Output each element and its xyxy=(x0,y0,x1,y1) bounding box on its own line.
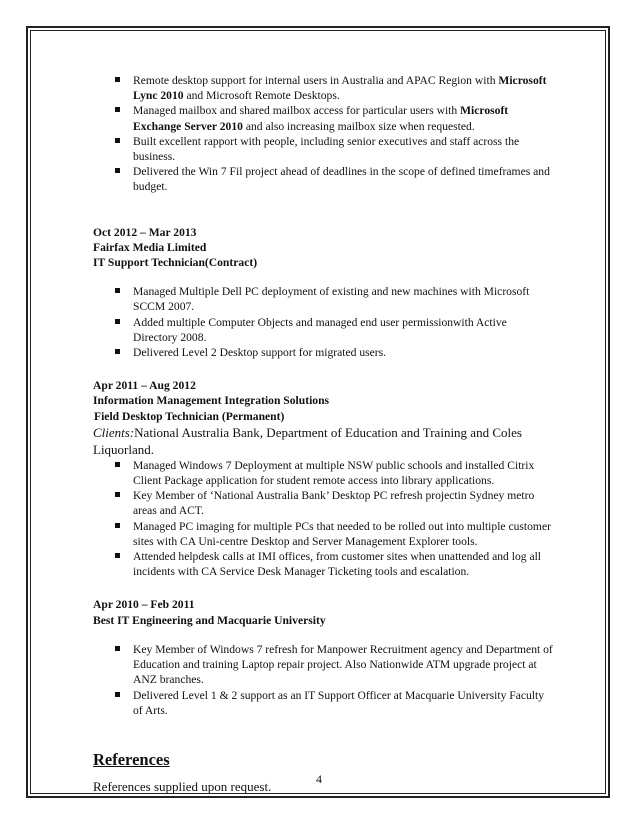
job-company: Fairfax Media Limited xyxy=(93,240,207,254)
resume-content xyxy=(93,73,553,794)
job-best-it xyxy=(93,597,553,717)
job-company: Information Management Integration Solutions xyxy=(93,394,330,408)
item-bold-text: Microsoft Exchange Server 2010 xyxy=(133,104,509,133)
list-item xyxy=(93,688,553,718)
list-item xyxy=(93,488,553,518)
item-text: Managed PC imaging for multiple PCs that needed to be rolled out into multiple customer sites with CA Uni-centre Desktop and Server Management Explorer tools. xyxy=(133,519,551,548)
item-text: Key Member of Windows 7 refresh for Manpower Recruitment agency and Department of Education and training Laptop repair project. Also Nationwide ATM upgrade project at ANZ branches. xyxy=(133,642,553,687)
list-item xyxy=(93,73,553,103)
references-text: References supplied upon request. xyxy=(93,779,272,795)
job-clients xyxy=(93,424,553,458)
page-number: 4 xyxy=(316,772,322,786)
job-imis xyxy=(93,378,553,579)
job-title: Field Desktop Technician (Permanent) xyxy=(94,409,285,423)
item-bold-text: Microsoft Lync 2010 xyxy=(133,74,547,103)
item-text: and also increasing mailbox size when requested. xyxy=(242,119,475,133)
item-text: Attended helpdesk calls at IMI offices, from customer sites when unattended and log all incidents with CA Service Desk Manager Ticketing tools and escalation. xyxy=(133,550,542,579)
item-text: Managed Multiple Dell PC deployment of existing and new machines with Microsoft SCCM 2007. xyxy=(133,285,530,314)
item-text: and Microsoft Remote Desktops. xyxy=(183,89,340,103)
item-text: Key Member of ‘National Australia Bank’ Desktop PC refresh projectin Sydney metro areas and ACT. xyxy=(133,489,535,518)
item-text: Managed Windows 7 Deployment at multiple NSW public schools and installed Citrix Client Package application for student remote access into library applications. xyxy=(133,458,535,488)
square-bullet-icon xyxy=(115,553,120,558)
square-bullet-icon xyxy=(115,646,120,651)
list-item xyxy=(93,549,553,579)
top-bullet-list xyxy=(93,73,553,195)
job-company: Best IT Engineering and Macquarie University xyxy=(93,613,326,627)
item-text: Added multiple Computer Objects and managed end user permissionwith Active Directory 2008. xyxy=(133,315,507,344)
list-item xyxy=(93,642,553,688)
job-fairfax xyxy=(93,225,553,361)
job-title: IT Support Technician(Contract) xyxy=(93,256,258,270)
clients-label: Clients: xyxy=(93,424,135,440)
job-bullet-list xyxy=(93,284,553,360)
list-item xyxy=(93,315,553,345)
square-bullet-icon xyxy=(115,692,120,697)
job-bullet-list xyxy=(93,642,553,718)
job-dates: Apr 2010 – Feb 2011 xyxy=(93,598,195,612)
list-item xyxy=(93,458,553,488)
item-text: Built excellent rapport with people, including senior executives and staff across the business. xyxy=(133,134,520,164)
square-bullet-icon xyxy=(115,107,120,112)
square-bullet-icon xyxy=(115,523,120,528)
square-bullet-icon xyxy=(115,492,120,497)
list-item xyxy=(93,519,553,549)
square-bullet-icon xyxy=(115,462,120,467)
square-bullet-icon xyxy=(115,168,120,173)
list-item xyxy=(93,284,553,314)
list-item xyxy=(93,164,553,194)
square-bullet-icon xyxy=(115,288,120,293)
job-dates: Oct 2012 – Mar 2013 xyxy=(93,225,197,239)
clients-text: National Australia Bank, Department of Education and Training and Coles Liquorland. xyxy=(93,424,522,457)
job-bullet-list xyxy=(93,458,553,580)
item-text: Delivered Level 2 Desktop support for migrated users. xyxy=(133,346,387,360)
item-text: Delivered Level 1 & 2 support as an IT Support Officer at Macquarie University Faculty of Arts. xyxy=(133,688,545,717)
list-item xyxy=(93,345,553,360)
square-bullet-icon xyxy=(115,138,120,143)
list-item xyxy=(93,103,553,133)
square-bullet-icon xyxy=(115,319,120,324)
list-item xyxy=(93,134,553,164)
item-text: Managed mailbox and shared mailbox access for particular users with xyxy=(133,104,461,118)
item-text: Remote desktop support for internal users in Australia and APAC Region with xyxy=(133,74,499,87)
job-dates: Apr 2011 – Aug 2012 xyxy=(93,379,196,393)
item-text: Delivered the Win 7 Fil project ahead of deadlines in the scope of defined timeframes and budget. xyxy=(133,165,550,194)
square-bullet-icon xyxy=(115,349,120,354)
references-heading: References xyxy=(93,749,170,769)
square-bullet-icon xyxy=(115,77,120,82)
